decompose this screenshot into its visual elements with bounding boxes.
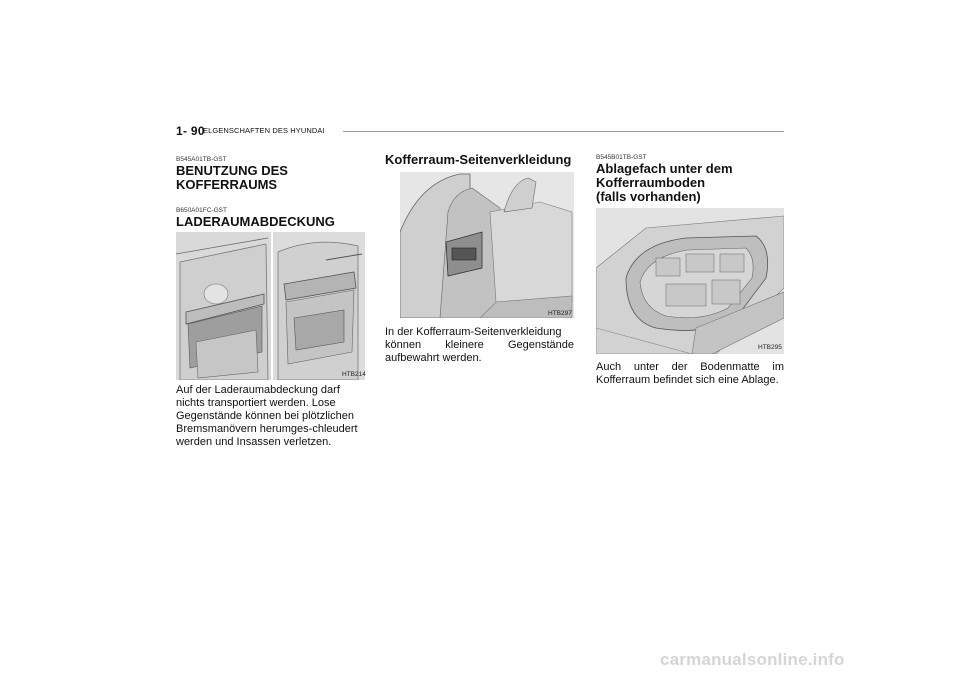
figure-side-panel [400, 172, 574, 318]
cargo-cover-text-line1: Auf der Laderaumabdeckung darf [176, 384, 340, 396]
figure-cargo-cover [176, 232, 365, 380]
section-code-2: B650A01FC-GST [176, 207, 227, 214]
side-panel-text [385, 326, 574, 365]
cargo-cover-text-line4: Bremsmanövern herumges-chleudert [176, 423, 358, 435]
section-code-1: B545A01TB-GST [176, 156, 227, 163]
page-number: 1- 90 [176, 124, 205, 138]
underfloor-storage-illustration [596, 208, 784, 354]
section-code-3: B545B01TB-GST [596, 154, 647, 161]
header-rule [343, 131, 784, 132]
page-section-title: ELGENSCHAFTEN DES HYUNDAI [203, 126, 325, 135]
heading-benutzung-line2: KOFFERRAUMS [176, 177, 278, 192]
side-panel-illustration [400, 172, 574, 318]
side-panel-text-line2: können kleinere Gegenstände [385, 339, 574, 351]
heading-laderaumabdeckung: LADERAUMABDECKUNG [176, 214, 335, 229]
side-panel-text-line3: aufbewahrt werden. [385, 352, 482, 364]
figure-code-htb295: HTB295 [758, 344, 782, 351]
underfloor-storage-text [596, 361, 784, 387]
heading-benutzung-line1: BENUTZUNG DES [176, 163, 288, 178]
cargo-cover-text [176, 384, 365, 449]
heading-ablagefach-line3: (falls vorhanden) [596, 189, 701, 204]
heading-ablagefach-line1: Ablagefach unter dem [596, 161, 733, 176]
cargo-cover-text-line2: nichts transportiert werden. Lose [176, 397, 336, 409]
cargo-cover-text-line5: werden und Insassen verletzen. [176, 436, 332, 448]
heading-ablagefach-line2: Kofferraumboden [596, 175, 706, 190]
footer-watermark: carmanualsonline.info [660, 650, 845, 669]
underfloor-storage-text-line2: Kofferraum befindet sich eine Ablage. [596, 374, 779, 386]
side-panel-text-line1: In der Kofferraum-Seitenverkleidung [385, 326, 562, 338]
underfloor-storage-text-line1: Auch unter der Bodenmatte im [596, 361, 784, 373]
figure-code-htb214: HTB214 [342, 371, 366, 378]
cargo-cover-text-line3: Gegenstände können bei plötzlichen [176, 410, 354, 422]
heading-seitenverkleidung: Kofferraum-Seitenverkleidung [385, 152, 572, 167]
figure-code-htb297: HTB297 [548, 310, 572, 317]
figure-underfloor-storage [596, 208, 784, 354]
cargo-cover-illustration [176, 232, 365, 380]
